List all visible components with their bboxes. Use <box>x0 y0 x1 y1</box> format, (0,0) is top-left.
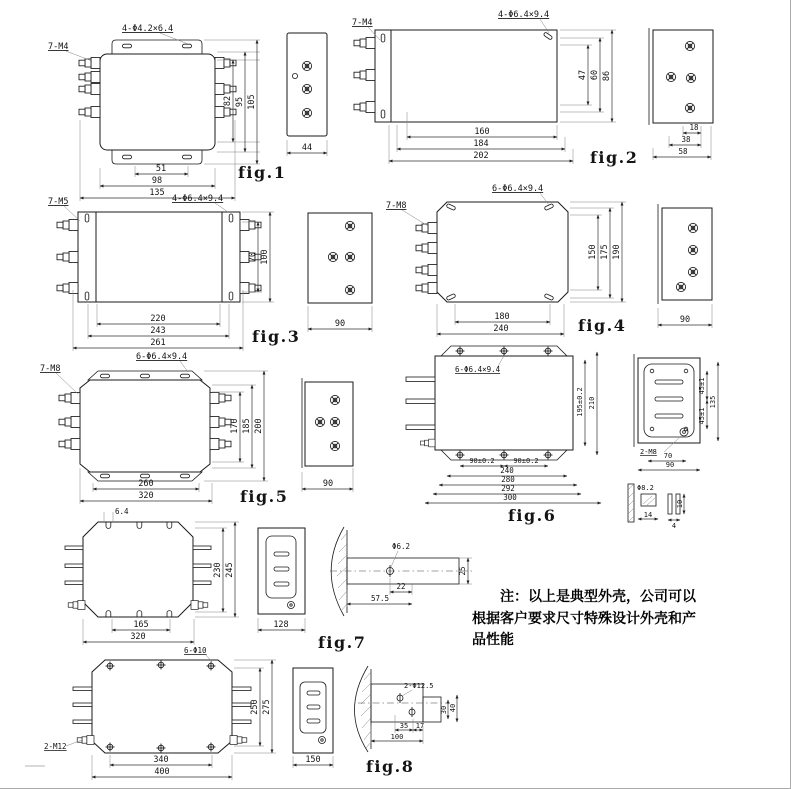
mount-slot-icon <box>381 110 385 118</box>
fig7-dim-v1: 245 <box>225 562 235 578</box>
fig4-front-view <box>386 184 568 302</box>
fig1-dim-v0: 82 <box>223 95 233 107</box>
fig1-dim-v2: 105 <box>247 94 257 110</box>
terminal-icon <box>79 107 100 118</box>
fig3-hole-label: 4-Φ6.4×9.4 <box>172 194 224 204</box>
mount-slot-icon <box>123 155 132 159</box>
fig1-terminal-label: 7-M4 <box>48 42 69 52</box>
fig6-plate-v0: 45±1 <box>698 377 706 395</box>
terminal-icon <box>416 223 437 234</box>
terminal-rod <box>193 546 211 550</box>
fig2-dim-h0: 160 <box>474 127 490 137</box>
fig8-dome-detail <box>355 666 458 752</box>
terminal-rod <box>65 581 83 585</box>
fig7-caption: fig.7 <box>318 633 367 652</box>
mount-slot-icon <box>101 374 110 378</box>
fig5-dim-h0: 260 <box>138 479 154 489</box>
fig6-detail-14: 14 <box>643 511 653 519</box>
fig2-terminal-label: 7-M4 <box>352 18 373 28</box>
terminal-icon <box>79 72 100 83</box>
fig7-side-view <box>258 528 305 633</box>
fig2-dim-v2: 86 <box>602 70 612 82</box>
fig6-front-view <box>406 346 573 460</box>
fig8-detail-35: 35 <box>399 722 409 730</box>
mount-slot-icon <box>183 155 192 159</box>
fig7-detail-25: 25 <box>458 566 467 576</box>
fig5-side-view <box>302 378 353 492</box>
fig7-dome-detail <box>330 527 474 616</box>
fig1-side-dim: 44 <box>301 143 313 153</box>
mount-slot-icon <box>381 34 385 42</box>
fig2-dim-v0: 47 <box>578 69 588 81</box>
terminal-icon <box>68 601 85 610</box>
terminal-icon <box>354 38 375 49</box>
terminal-icon <box>57 220 78 231</box>
fig5-dim-v0: 170 <box>230 418 240 434</box>
terminal-icon <box>59 393 80 404</box>
fig1-front-view <box>48 24 236 164</box>
fig4-dim-v2: 190 <box>612 244 622 260</box>
fig6-detail-10: 10 <box>676 499 684 509</box>
mount-slot-icon <box>181 474 190 478</box>
fig7-detail-22: 22 <box>396 582 406 591</box>
fig8-detail-100: 100 <box>390 733 404 741</box>
mount-slot-icon <box>85 292 89 300</box>
terminal-rod <box>232 687 251 691</box>
terminal-icon <box>210 393 231 404</box>
fig4-dim-h1: 240 <box>493 324 509 334</box>
fig8-hole-label: 6-Φ10 <box>184 646 207 655</box>
fig8-dim-h0: 340 <box>153 755 169 765</box>
fig4-terminal-label: 7-M8 <box>386 201 407 211</box>
terminal-rod <box>232 703 251 707</box>
fig8-dim-v1: 275 <box>262 699 272 715</box>
fig1-hole-label: 4-Φ4.2×6.4 <box>122 24 174 34</box>
terminal-icon <box>420 439 435 447</box>
fig6-plate-view <box>634 354 718 470</box>
mount-slot-icon <box>183 44 192 48</box>
fig6-dim-h0: 90±0.2 <box>469 457 495 465</box>
fig6-dim-h2: 240 <box>500 466 514 475</box>
fig8-detail-phi: 2-Φ12.5 <box>404 682 434 690</box>
fig6-detail-phi: Φ8.2 <box>637 484 654 492</box>
fig7-dim-v0: 230 <box>213 562 223 578</box>
fig5-hole-label: 6-Φ6.4×9.4 <box>136 352 188 362</box>
fig8-stud-label: 2-M12 <box>44 742 67 751</box>
fig3-front-view <box>48 194 261 302</box>
fig6-dim-h1: 90±0.2 <box>513 457 539 465</box>
fig2-caption: fig.2 <box>590 148 639 167</box>
terminal-rod <box>406 377 435 382</box>
terminal-rod <box>65 564 83 568</box>
fig2-front-view <box>352 10 557 122</box>
fig2-side-dim2: 58 <box>678 147 688 156</box>
fig3-dim-h2: 261 <box>150 338 166 348</box>
fig6-plate-h0: 70 <box>663 452 673 460</box>
terminal-rod <box>232 720 251 724</box>
terminal-icon <box>210 417 231 428</box>
terminal-rod <box>406 399 435 404</box>
fig7-detail-phi: Φ6.2 <box>392 542 411 551</box>
fig8-caption: fig.8 <box>366 757 415 776</box>
terminal-icon <box>416 265 437 276</box>
fig3-side-dim: 90 <box>334 319 346 329</box>
fig5-dim-h1: 320 <box>138 491 154 501</box>
fig3-dim-h0: 220 <box>150 314 166 324</box>
terminal-icon <box>230 736 247 745</box>
terminal-icon <box>57 252 78 263</box>
fig1-dim-h1: 98 <box>151 176 163 186</box>
fig4-dim-v1: 175 <box>600 244 610 260</box>
fig6-dim-h5: 300 <box>503 493 517 502</box>
fig3-dim-h1: 243 <box>150 326 166 336</box>
fig6-dim-v1: 210 <box>588 396 596 410</box>
fig6-dim-h4: 292 <box>501 484 515 493</box>
fig2-hole-label: 4-Φ6.4×9.4 <box>498 10 550 20</box>
fig2-side-dim0: 18 <box>689 123 699 132</box>
fig2-side-view <box>649 28 713 160</box>
fig2-dim-v1: 60 <box>590 69 600 81</box>
fig7-detail-57: 57.5 <box>370 594 390 603</box>
fig5-side-dim: 90 <box>322 479 334 489</box>
note-text: 注：以上是典型外壳，公司可以根据客户要求尺寸特殊设计外壳和产品性能 <box>472 588 696 648</box>
fig3-dim-v1: 100 <box>260 249 270 265</box>
terminal-rod <box>73 687 92 691</box>
fig7-front-view <box>65 507 211 617</box>
fig2-dim-h1: 184 <box>473 139 489 149</box>
fig1-dim-v1: 95 <box>235 96 245 108</box>
fig2-side-dim1: 38 <box>681 135 691 144</box>
terminal-rod <box>193 581 211 585</box>
fig3-terminal-label: 7-M5 <box>48 197 69 207</box>
fig6-hole-label: 6-Φ6.4×9.4 <box>455 365 501 374</box>
fig6-plate-v1: 45±1 <box>698 407 706 425</box>
terminal-icon <box>354 102 375 113</box>
fig7-slot-label: 6.4 <box>115 507 129 516</box>
mount-slot-icon <box>181 374 190 378</box>
terminal-icon <box>354 70 375 81</box>
fig4-side-dim: 90 <box>679 315 691 325</box>
terminal-icon <box>191 601 208 610</box>
fig6-dim-h3: 280 <box>501 475 515 484</box>
fig4-hole-label: 6-Φ6.4×9.4 <box>492 184 544 194</box>
fig1-dim-h0: 51 <box>155 164 167 174</box>
fig6-plate-h1: 90 <box>665 461 675 469</box>
fig7-dim-h0: 165 <box>133 620 149 630</box>
fig8-side-dim: 150 <box>305 755 321 765</box>
fig1-caption: fig.1 <box>238 163 287 182</box>
mount-slot-icon <box>101 474 110 478</box>
fig4-dim-h0: 180 <box>494 312 510 322</box>
terminal-icon <box>59 417 80 428</box>
terminal-icon <box>79 84 100 95</box>
fig4-side-view <box>658 204 712 328</box>
terminal-icon <box>77 736 94 745</box>
fig6-stud-label: 2-M8 <box>640 448 657 456</box>
mount-slot-icon <box>141 474 150 478</box>
mount-slot-icon <box>229 292 233 300</box>
mount-slot-icon <box>229 214 233 222</box>
fig8-detail-40: 40 <box>449 703 457 713</box>
terminal-icon <box>79 58 100 69</box>
fig6-plate-v2: 135 <box>709 395 717 409</box>
terminal-icon <box>59 439 80 450</box>
fig6-caption: fig.6 <box>508 506 557 525</box>
fig3-dim-v0: 70 <box>248 251 258 263</box>
terminal-icon <box>416 283 437 294</box>
mount-slot-icon <box>85 214 89 222</box>
fig5-dim-v1: 185 <box>242 418 252 434</box>
fig4-caption: fig.4 <box>578 316 627 335</box>
fig5-front-view <box>40 352 231 481</box>
terminal-rod <box>73 720 92 724</box>
fig8-dim-v0: 250 <box>250 699 260 715</box>
terminal-rod <box>406 425 435 430</box>
mount-slot-icon <box>141 374 150 378</box>
fig8-detail-17: 17 <box>415 722 425 730</box>
fig5-dim-v2: 200 <box>254 418 264 434</box>
fig6-detail-views <box>628 484 684 530</box>
terminal-icon <box>210 439 231 450</box>
fig3-caption: fig.3 <box>252 327 301 346</box>
fig4-dim-v0: 150 <box>588 244 598 260</box>
fig1-side-view <box>287 33 327 156</box>
fig2-dim-h2: 202 <box>473 151 489 161</box>
fig7-side-dim: 128 <box>273 620 289 630</box>
mount-slot-icon <box>123 44 132 48</box>
fig6-detail-4: 4 <box>671 522 677 530</box>
terminal-rod <box>65 546 83 550</box>
terminal-rod <box>73 703 92 707</box>
terminal-icon <box>416 243 437 254</box>
fig8-detail-30: 30 <box>440 705 448 715</box>
fig5-caption: fig.5 <box>240 487 289 506</box>
terminal-rod <box>193 564 211 568</box>
fig1-dim-h2: 135 <box>149 188 165 198</box>
fig7-dim-h1: 320 <box>130 632 146 642</box>
terminal-icon <box>57 283 78 294</box>
fig6-dim-v0: 195±0.2 <box>576 387 584 417</box>
fig3-side-view <box>308 213 372 332</box>
fig8-dim-h1: 400 <box>154 767 170 777</box>
fig5-terminal-label: 7-M8 <box>40 364 61 374</box>
fig8-front-view <box>44 646 251 753</box>
